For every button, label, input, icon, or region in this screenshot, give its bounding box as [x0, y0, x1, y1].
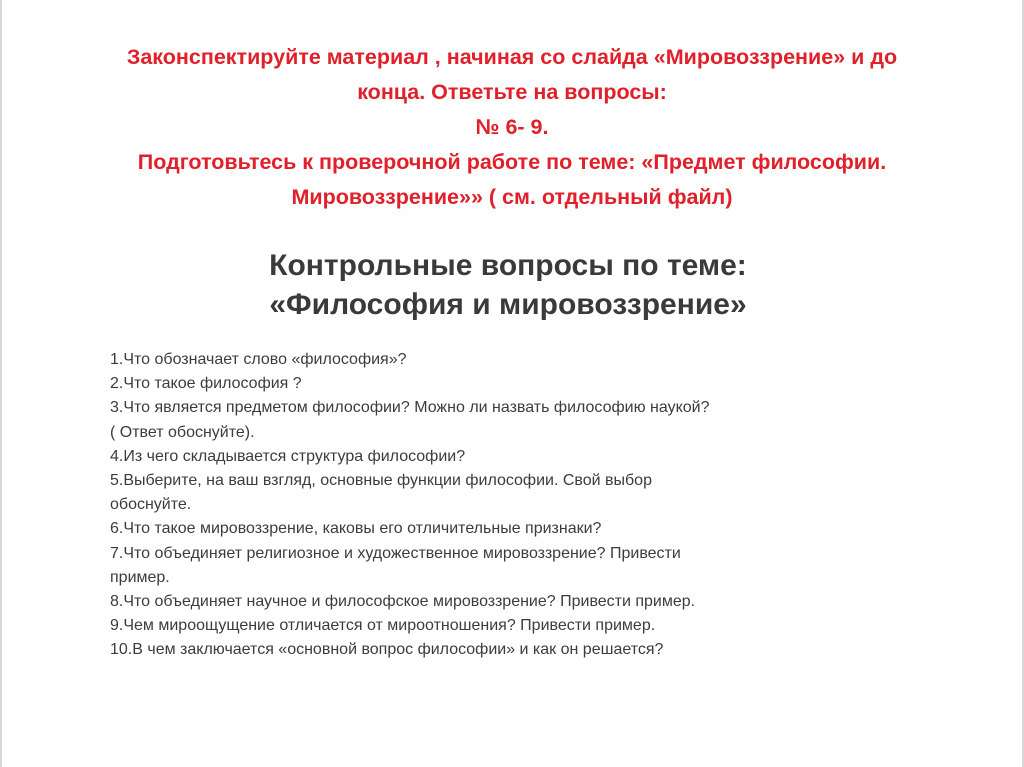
- question-item: 3.Что является предметом философии? Можно ли назвать философию наукой?: [110, 399, 710, 417]
- question-item: 7.Что объединяет религиозное и художественное мировоззрение? Привести: [110, 544, 681, 562]
- instructions-line: Мировоззрение»» ( см. отдельный файл): [291, 185, 733, 209]
- instructions-line: Законспектируйте материал , начиная со слайда «Мировоззрение» и до: [126, 45, 898, 69]
- question-item-continuation: обоснуйте.: [110, 496, 192, 514]
- question-item: 6.Что такое мировоззрение, каковы его отличительные признаки?: [110, 520, 602, 538]
- instructions-line: Подготовьтесь к проверочной работе по теме: «Предмет философии.: [137, 150, 887, 174]
- question-item: 10.В чем заключается «основной вопрос философии» и как он решается?: [110, 641, 664, 659]
- question-item-continuation: ( Ответ обоснуйте).: [110, 423, 255, 441]
- assignment-instructions: [30, 40, 994, 215]
- question-item: 4.Из чего складывается структура философии?: [110, 447, 466, 465]
- question-item: 2.Что такое философия ?: [110, 375, 302, 393]
- questions-title: [68, 246, 948, 324]
- question-item: 9.Чем мироощущение отличается от мироотношения? Привести пример.: [110, 617, 656, 635]
- question-item: 5.Выберите, на ваш взгляд, основные функции философии. Свой выбор: [110, 472, 652, 490]
- question-item: 8.Что объединяет научное и философское мировоззрение? Привести пример.: [110, 593, 696, 611]
- questions-list: [110, 348, 940, 663]
- question-item-continuation: пример.: [110, 568, 170, 586]
- control-questions-image: [68, 236, 948, 706]
- questions-title-line: Контрольные вопросы по теме:: [269, 249, 747, 282]
- instructions-line: конца. Ответьте на вопросы:: [357, 80, 667, 104]
- question-item: 1.Что обозначает слово «философия»?: [110, 351, 407, 368]
- instructions-line: № 6- 9.: [475, 115, 549, 139]
- slide-left-edge: [0, 0, 2, 767]
- questions-title-line: «Философия и мировоззрение»: [269, 288, 747, 321]
